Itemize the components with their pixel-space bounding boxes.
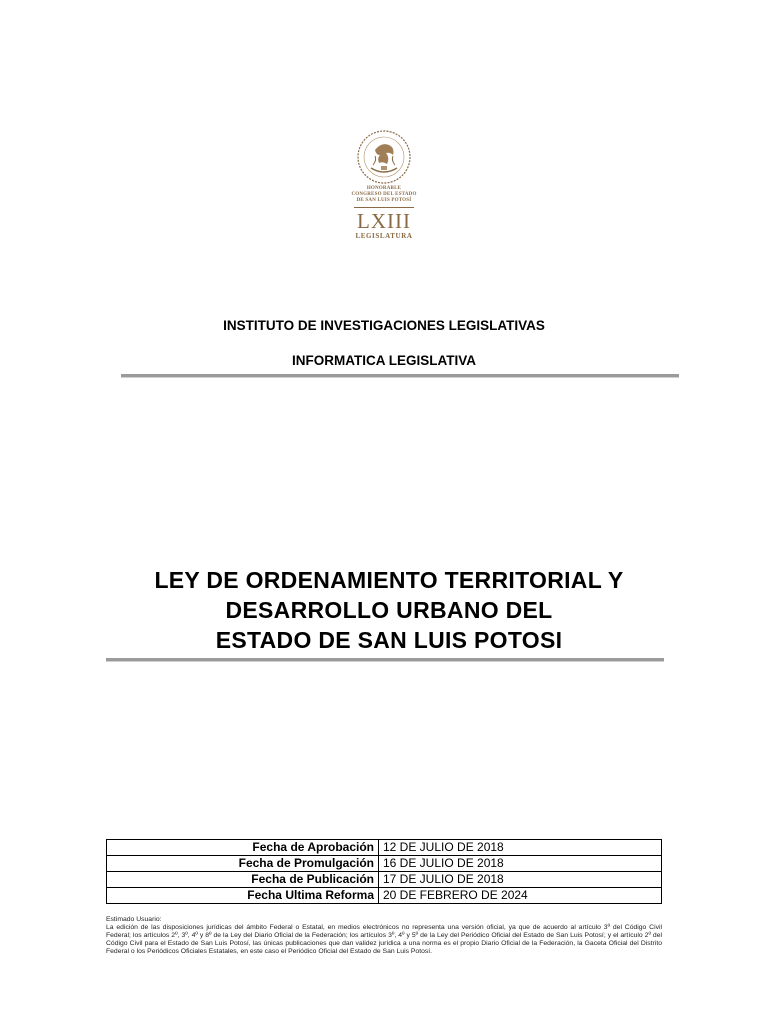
table-row bbox=[107, 856, 662, 872]
date-label: Fecha de Promulgación bbox=[107, 856, 379, 872]
notice-body: La edición de las disposiciones jurídicas del ámbito Federal o Estatal, en medios electrónicos no representa una versión oficial, ya que de acuerdo al artículo 3º del Código Civil Federal; los artículos 2º, 3º, 4º y 8º de la Ley del Diario Oficial de la Federación; los artículos 3º, 4º y 5º de la Ley del Periódico Oficial del Estado de San Luis Potosí; y el artículo 2º del Código Civil para el Estado de San Luis Potosí, las únicas publicaciones que dan validez jurídica a una norma es el propio Diario Oficial de la Federación, la Gaceta Oficial del Distrito Federal o los Periódicos Oficiales Estatales, en este caso el Periódico Oficial del Estado de San Luis Potosí. bbox=[106, 924, 662, 955]
date-label: Fecha de Publicación bbox=[107, 872, 379, 888]
law-title bbox=[0, 565, 768, 655]
date-label: Fecha de Aprobación bbox=[107, 840, 379, 856]
logo-honorable: HONORABLE bbox=[366, 186, 402, 191]
logo-legislature-word: LEGISLATURA bbox=[355, 232, 413, 240]
title-divider bbox=[106, 658, 664, 662]
date-value: 17 DE JULIO DE 2018 bbox=[379, 872, 662, 888]
institute-title: INSTITUTO DE INVESTIGACIONES LEGISLATIVAS bbox=[223, 318, 545, 333]
logo-state: DE SAN LUIS POTOSÍ bbox=[356, 198, 412, 203]
logo-congreso: CONGRESO DEL ESTADO bbox=[351, 192, 417, 197]
mexican-eagle-seal-icon bbox=[353, 128, 415, 186]
header-divider bbox=[121, 374, 679, 378]
table-row bbox=[107, 888, 662, 904]
logo-divider bbox=[354, 207, 414, 208]
law-title-line-1: LEY DE ORDENAMIENTO TERRITORIAL Y bbox=[154, 567, 624, 593]
notice-greeting: Estimado Usuario: bbox=[106, 916, 162, 923]
date-value: 16 DE JULIO DE 2018 bbox=[379, 856, 662, 872]
law-title-line-2: DESARROLLO URBANO DEL bbox=[225, 597, 553, 623]
department-title: INFORMATICA LEGISLATIVA bbox=[292, 353, 476, 368]
table-row bbox=[107, 872, 662, 888]
dates-table bbox=[106, 839, 662, 904]
law-title-line-3: ESTADO DE SAN LUIS POTOSI bbox=[215, 627, 563, 653]
date-label: Fecha Ultima Reforma bbox=[107, 888, 379, 904]
date-value: 20 DE FEBRERO DE 2024 bbox=[379, 888, 662, 904]
logo-legislature-number: LXIII bbox=[357, 209, 411, 233]
date-value: 12 DE JULIO DE 2018 bbox=[379, 840, 662, 856]
congress-logo bbox=[320, 128, 448, 250]
user-notice bbox=[106, 916, 662, 956]
table-row bbox=[107, 840, 662, 856]
